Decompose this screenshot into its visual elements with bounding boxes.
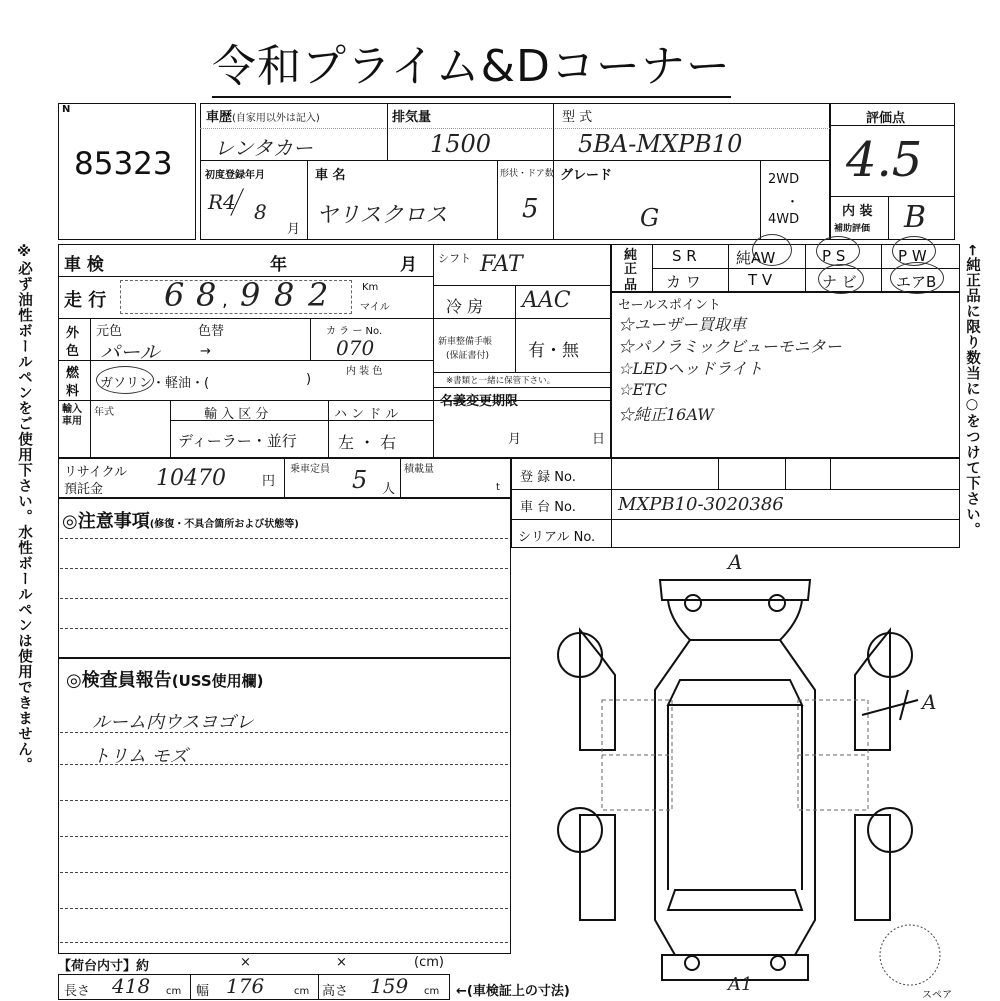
genuine-item-airbag: エアB (896, 273, 937, 291)
color-arrow: → (200, 344, 211, 359)
damage-mark-side: A (922, 690, 937, 714)
color-outer-1: 外 (66, 326, 80, 341)
manual-sub: (保証書付) (446, 351, 490, 361)
fuel-options: ガソリン・軽油・( (100, 376, 210, 391)
height-label: 高さ (322, 984, 349, 999)
doors-label: 形状・ドア数 (500, 169, 554, 179)
lot-number: 85323 (74, 146, 173, 182)
model-value: 5BA-MXPB10 (578, 130, 743, 158)
first-reg-month-unit: 月 (287, 222, 301, 237)
genuine-item-tv: T V (748, 271, 773, 289)
drive-2wd: 2WD (768, 172, 800, 187)
capacity-label: 乗車定員 (290, 464, 330, 475)
import-handle-label: ハ ン ド ル (334, 407, 399, 422)
recycle-label-1: リサイクル (64, 465, 128, 480)
sales-point-4: ☆ETC (618, 380, 667, 399)
height-value: 159 (370, 974, 409, 998)
lot-label: N (62, 104, 71, 115)
inspector-box (58, 658, 511, 954)
drive-sep: ・ (786, 195, 800, 210)
load-label: 積載量 (404, 464, 434, 475)
import-label: 輸入車用 (62, 404, 82, 427)
color-orig-label: 元色 (96, 324, 123, 339)
side-note-left: ※必ず油性ボールペンをご使用下さい。水性ボールペンは使用できません。 (16, 244, 32, 773)
first-reg-label: 初度登録年月 (205, 170, 265, 181)
manual-label: 新車整備手帳 (438, 337, 493, 347)
fuel-label-1: 燃 (66, 366, 80, 381)
name-change-month: 月 (508, 432, 522, 447)
mileage-digit-1: 6 (164, 276, 185, 314)
import-year-label: 年式 (94, 407, 114, 418)
length-label: 長さ (64, 984, 91, 999)
shift-label: シフト (438, 252, 471, 265)
mileage-digit-4: 8 (274, 276, 295, 314)
shift-value: FAT (480, 252, 523, 277)
shaken-month-unit: 月 (400, 255, 417, 275)
shaken-year-unit: 年 (270, 255, 287, 275)
sales-point-1: ☆ユーザー買取車 (618, 315, 747, 334)
mileage-digit-3: 9 (240, 276, 261, 314)
grade-value: G (640, 204, 660, 232)
manual-note: ※書類と一緒に保管下さい。 (446, 376, 556, 386)
interior-label: 内 装 (842, 204, 873, 219)
aircon-value: AAC (522, 288, 571, 313)
genuine-label-3: 品 (624, 278, 638, 293)
chassis-value: MXPB10-3020386 (618, 494, 784, 515)
cargo-label: 【荷台内寸】約 (58, 959, 150, 974)
capacity-unit: 人 (382, 482, 396, 497)
shaken-label: 車 検 (64, 255, 104, 275)
doors-value: 5 (522, 194, 539, 224)
width-unit: cm (294, 986, 310, 997)
mileage-label: 走 行 (64, 290, 107, 311)
inspector-line-2: トリム モズ (92, 746, 188, 767)
sales-point-5: ☆純正16AW (618, 405, 714, 424)
damage-mark-bottom: A1 (728, 974, 753, 995)
cargo-x2: × (336, 955, 347, 970)
genuine-label-1: 純 (624, 248, 638, 263)
color-orig-value: パール (100, 340, 160, 364)
import-handle-value: 左 ・ 右 (338, 433, 397, 452)
first-reg-month: 8 (254, 200, 267, 224)
car-name-value: ヤリスクロス (316, 203, 448, 228)
interior-sub: 補助評価 (834, 224, 871, 234)
recycle-unit: 円 (262, 474, 276, 489)
color-code-label: カ ラ ー No. (326, 326, 383, 337)
interior-color-label: 内 装 色 (346, 366, 383, 377)
recycle-label-2: 預託金 (64, 482, 104, 497)
interior-value: B (904, 200, 927, 235)
genuine-label-2: 正 (624, 262, 638, 277)
page-title: 令和プライム&Dコーナー (212, 30, 731, 98)
color-code-value: 070 (336, 336, 375, 360)
displacement-value: 1500 (430, 130, 492, 158)
genuine-item-sr: S R (672, 247, 697, 265)
fuel-close: ) (306, 372, 312, 387)
history-label: 車歴(自家用以外は記入) (206, 110, 320, 125)
length-value: 418 (112, 974, 151, 998)
fuel-gasoline-circle (96, 366, 154, 394)
history-value: レンタカー (214, 136, 313, 160)
serial-label: シリアル No. (518, 530, 596, 545)
registration-label: 登 録 No. (520, 470, 576, 485)
genuine-item-aw: 純AW (736, 249, 776, 267)
name-change-day: 日 (592, 432, 606, 447)
genuine-airbag-circle (890, 262, 944, 294)
damage-mark-top: A (728, 550, 743, 574)
mileage-digit-2: 8 (196, 276, 217, 314)
cargo-x1: × (240, 955, 251, 970)
aircon-label: 冷 房 (446, 297, 484, 316)
spare-label: スペア (922, 990, 952, 1001)
sales-point-3: ☆LEDヘッドライト (618, 359, 763, 378)
genuine-item-ps: P S (822, 247, 846, 265)
load-unit: t (496, 482, 500, 493)
first-reg-era: R4 (208, 190, 236, 214)
cargo-unit: (cm) (414, 955, 444, 970)
mileage-digit-5: 2 (308, 276, 329, 314)
dims-note: ←(車検証上の寸法) (456, 984, 570, 999)
capacity-value: 5 (352, 466, 368, 494)
name-change-label: 名義変更期限 (440, 394, 519, 409)
color-outer-2: 色 (66, 344, 80, 359)
car-name-label: 車 名 (315, 168, 346, 183)
genuine-navi-circle (818, 264, 864, 294)
grade-label: グレード (560, 168, 613, 183)
genuine-item-kawa: カ ワ (666, 273, 701, 291)
manual-value: 有・無 (528, 341, 579, 361)
length-unit: cm (166, 986, 182, 997)
width-label: 幅 (196, 984, 210, 999)
import-type-label: 輸 入 区 分 (204, 407, 269, 422)
fuel-label-2: 料 (66, 384, 80, 399)
import-type-value: ディーラー・並行 (178, 432, 297, 450)
genuine-ps-circle (816, 236, 860, 266)
displacement-label: 排気量 (392, 110, 432, 125)
score-label: 評価点 (866, 111, 906, 126)
sales-point-2: ☆パノラミックビューモニター (618, 337, 842, 356)
mileage-separator: , (222, 290, 228, 311)
inspector-title: ◎検査員報告(USS使用欄) (66, 670, 264, 691)
mileage-unit-mile: マイル (360, 302, 390, 313)
genuine-aw-circle (752, 234, 792, 266)
car-condition-diagram (540, 560, 960, 990)
mileage-unit-km: Km (362, 282, 379, 293)
inspector-line-1: ルーム内ウスヨゴレ (92, 712, 254, 733)
drive-4wd: 4WD (768, 212, 800, 227)
width-value: 176 (226, 974, 265, 998)
score-value: 4.5 (846, 132, 923, 188)
chassis-label: 車 台 No. (520, 500, 576, 515)
sales-points-label: セールスポイント (618, 298, 721, 313)
height-unit: cm (424, 986, 440, 997)
genuine-item-navi: ナ ビ (822, 273, 857, 291)
genuine-item-pw: P W (898, 247, 927, 265)
recycle-value: 10470 (156, 466, 226, 491)
side-note-right: ←純正品に限り数当に○をつけて下さい。 (964, 244, 980, 538)
caution-title: ◎注意事項(修復・不具合箇所および状態等) (62, 511, 299, 532)
car-body-outline (660, 580, 810, 600)
color-repaint-label: 色替 (198, 324, 225, 339)
model-label: 型 式 (562, 110, 593, 125)
